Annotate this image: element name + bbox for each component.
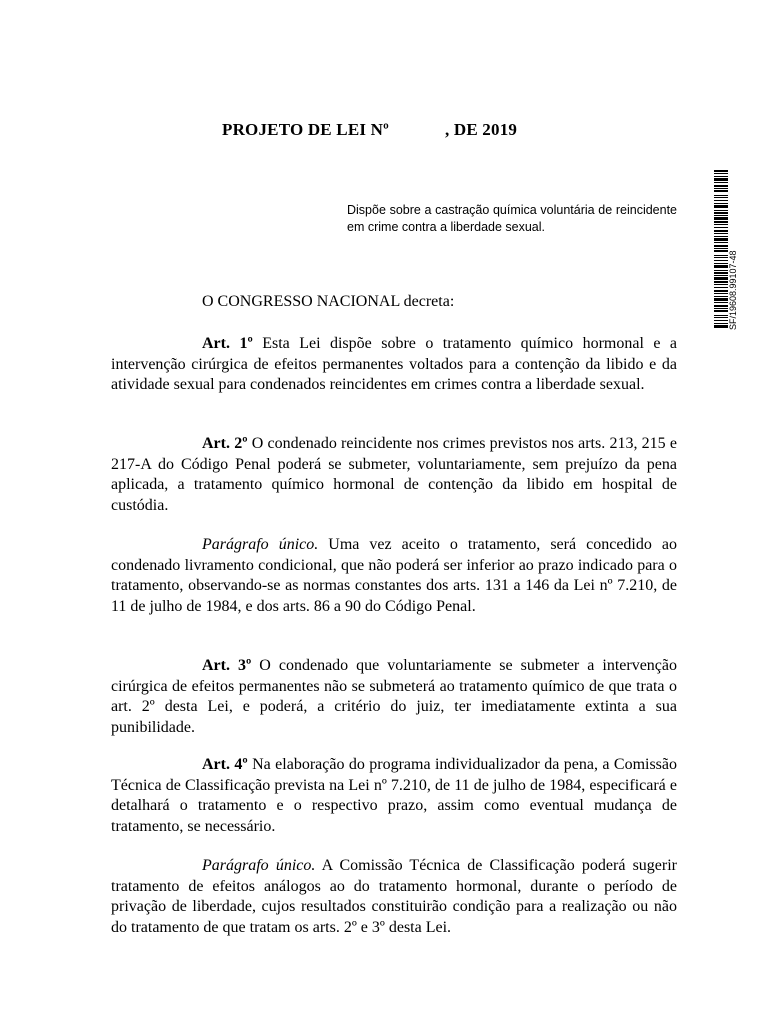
barcode-bar [714, 205, 728, 208]
barcode-bar [714, 182, 728, 183]
barcode-bar [714, 257, 728, 258]
article-2-sole-paragraph-text: Uma vez aceito o tratamento, será concedido ao condenado livramento condicional, que não poderá ser inferior ao prazo indicado para o tratamento, observando-se as normas constantes dos arts. 131 a 146 da Lei nº 7.210, de 11 de julho de 1984, e dos arts. 86 a 90 do Código Penal. [111, 536, 677, 615]
barcode-bar [714, 224, 728, 225]
barcode-bar [714, 238, 728, 241]
barcode-bar [714, 317, 728, 318]
barcode-bar [714, 227, 728, 228]
barcode-bars [714, 170, 728, 330]
barcode-bar [714, 221, 728, 223]
article-1 [111, 334, 677, 396]
barcode-bar [714, 281, 728, 283]
barcode-bar [714, 255, 728, 256]
barcode-bar [714, 185, 728, 187]
barcode-bar [714, 170, 728, 172]
article-3-text: O condenado que voluntariamente se submeter a intervenção cirúrgica de efeitos permanentes não se submeterá ao tratamento químico de que trata o art. 2º desta Lei, e poderá, a critério do juiz, ter imediatamente extinta a sua punibilidade. [111, 657, 678, 736]
barcode-bar [714, 190, 728, 192]
title-prefix: PROJETO DE LEI Nº [222, 120, 389, 139]
barcode-bar [714, 217, 728, 220]
article-2-label: Art. 2º [202, 435, 248, 452]
barcode-bar [714, 176, 728, 177]
barcode-bar [714, 203, 728, 204]
barcode-bar [714, 305, 728, 307]
barcode-bar [714, 277, 728, 280]
barcode-bar [714, 293, 728, 294]
article-4-sole-paragraph-text: A Comissão Técnica de Classificação poderá sugerir tratamento de efeitos análogos ao do tratamento hormonal, durante o período de privação de liberdade, cujos resultados constituirão condição para a realização ou não do tratamento de que tratam os arts. 2º e 3º desta Lei. [111, 857, 678, 936]
barcode-bar [714, 245, 728, 247]
barcode-bar [714, 195, 728, 196]
barcode-bar [714, 263, 728, 264]
enacting-clause: O CONGRESSO NACIONAL decreta: [202, 293, 455, 310]
barcode-bar [714, 188, 728, 189]
article-3 [111, 656, 677, 738]
barcode-bar [714, 325, 728, 328]
barcode-bar [714, 272, 728, 274]
barcode-bar [714, 215, 728, 216]
article-2-sole-paragraph-label: Parágrafo único. [202, 536, 319, 553]
barcode-bar [714, 173, 728, 174]
barcode-bar [714, 233, 728, 234]
barcode-bar [714, 270, 728, 271]
article-4-sole-paragraph-label: Parágrafo único. [202, 857, 316, 874]
barcode-bar [714, 230, 728, 232]
barcode-bar [714, 236, 728, 237]
barcode-bar [714, 210, 728, 211]
barcode-bar [714, 200, 728, 201]
barcode-bar [714, 250, 728, 252]
barcode [714, 170, 740, 330]
barcode-bar [714, 308, 728, 309]
barcode-bar [714, 287, 728, 288]
article-4 [111, 755, 677, 837]
article-2-text: O condenado reincidente nos crimes previstos nos arts. 213, 215 e 217-A do Código Penal poderá se submeter, voluntariamente, sem prejuízo da pena aplicada, a tratamento químico hormonal de contenção da libido em hospital de custódia. [111, 435, 677, 514]
barcode-bar [714, 310, 728, 312]
article-4-text: Na elaboração do programa individualizador da pena, a Comissão Técnica de Classificação prevista na Lei nº 7.210, de 11 de julho de 1984, especificará e detalhará o tratamento e o respectivo prazo, assim como eventual mudança de tratamento, se necessário. [111, 756, 678, 835]
barcode-bar [714, 248, 728, 249]
barcode-bar [714, 197, 728, 198]
barcode-bar [714, 178, 728, 181]
barcode-bar [714, 212, 728, 214]
barcode-bar [714, 298, 728, 301]
barcode-bar [714, 302, 728, 303]
barcode-bar [714, 315, 728, 316]
barcode-bar [714, 275, 728, 276]
barcode-code: SF/19608.99107-48 [728, 250, 738, 330]
barcode-bar [714, 323, 728, 324]
article-4-sole-paragraph [111, 856, 677, 938]
article-2-sole-paragraph [111, 535, 677, 617]
barcode-bar [714, 265, 728, 268]
article-2 [111, 434, 677, 516]
barcode-bar [714, 260, 728, 261]
barcode-bar [714, 242, 728, 243]
article-1-label: Art. 1º [202, 335, 253, 352]
article-3-label: Art. 3º [202, 657, 252, 674]
barcode-bar [714, 296, 728, 297]
barcode-bar [714, 320, 728, 321]
barcode-bar [714, 284, 728, 285]
article-1-text: Esta Lei dispõe sobre o tratamento químico hormonal e a intervenção cirúrgica de efeitos permanentes voltados para a contenção da libido e da atividade sexual para condenados reincidentes em crimes contra a liberdade sexual. [111, 335, 678, 393]
title-suffix: , DE 2019 [444, 120, 518, 139]
document-title [222, 120, 517, 140]
article-4-label: Art. 4º [202, 756, 248, 773]
ementa: Dispõe sobre a castração química voluntária de reincidente em crime contra a liberdade sexual. [347, 203, 677, 234]
barcode-bar [714, 290, 728, 292]
